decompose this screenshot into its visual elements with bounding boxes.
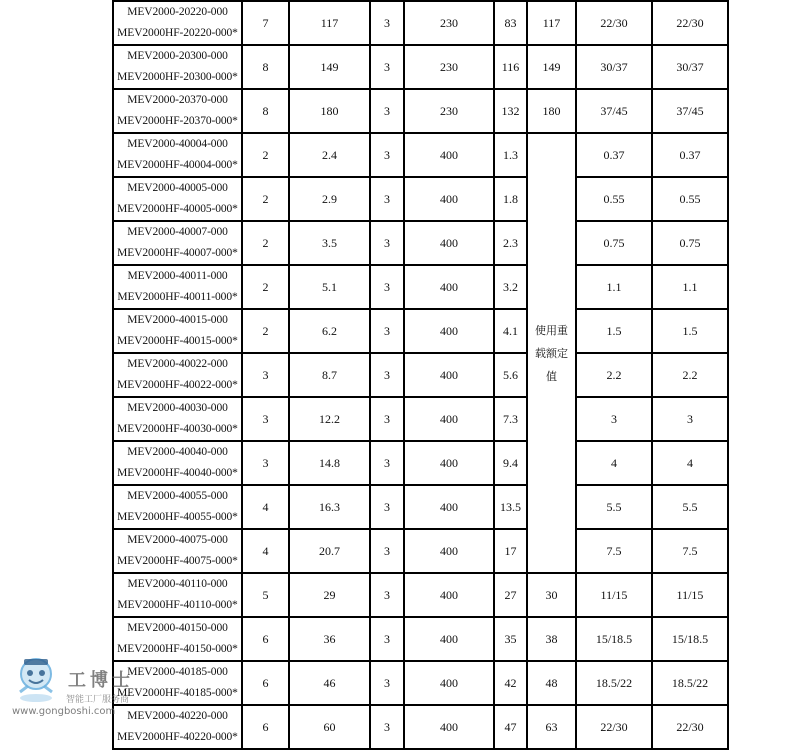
value-cell-c8: 37/45 xyxy=(652,89,728,133)
value-cell-c5: 47 xyxy=(494,705,527,749)
value-cell-c7: 5.5 xyxy=(576,485,652,529)
value-cell-c3: 3 xyxy=(370,1,404,45)
model-number: MEV2000-40220-000 xyxy=(127,710,228,722)
watermark-tagline: 智能工厂服务商 xyxy=(66,695,130,705)
value-cell-c2: 117 xyxy=(289,1,370,45)
value-cell-c1: 4 xyxy=(242,485,289,529)
model-number-hf: MEV2000HF-40022-000* xyxy=(117,379,238,391)
value-cell-c5: 35 xyxy=(494,617,527,661)
value-cell-c5: 7.3 xyxy=(494,397,527,441)
model-number: MEV2000-40022-000 xyxy=(127,358,228,370)
value-cell-c3: 3 xyxy=(370,177,404,221)
value-cell-c7: 15/18.5 xyxy=(576,617,652,661)
model-number: MEV2000-20220-000 xyxy=(127,6,228,18)
value-cell-c3: 3 xyxy=(370,397,404,441)
value-cell-c1: 6 xyxy=(242,661,289,705)
model-number: MEV2000-40040-000 xyxy=(127,446,228,458)
value-cell-c7: 22/30 xyxy=(576,1,652,45)
value-cell-c1: 2 xyxy=(242,309,289,353)
model-number-hf: MEV2000HF-20220-000* xyxy=(117,27,238,39)
value-cell-c8: 15/18.5 xyxy=(652,617,728,661)
value-cell-c1: 6 xyxy=(242,705,289,749)
model-number-hf: MEV2000HF-40030-000* xyxy=(117,423,238,435)
table-row xyxy=(113,573,728,617)
value-cell-c1: 5 xyxy=(242,573,289,617)
value-cell-c7: 30/37 xyxy=(576,45,652,89)
model-cell xyxy=(113,221,242,265)
value-cell-c1: 3 xyxy=(242,353,289,397)
value-cell-c4: 400 xyxy=(404,529,494,573)
value-cell-c3: 3 xyxy=(370,661,404,705)
value-cell-c1: 8 xyxy=(242,89,289,133)
model-number-hf: MEV2000HF-40075-000* xyxy=(117,555,238,567)
watermark-brand: 工博士 xyxy=(68,670,134,691)
value-cell-c3: 3 xyxy=(370,265,404,309)
value-cell-c3: 3 xyxy=(370,617,404,661)
model-cell xyxy=(113,573,242,617)
value-cell-c5: 17 xyxy=(494,529,527,573)
value-cell-c2: 6.2 xyxy=(289,309,370,353)
value-cell-c3: 3 xyxy=(370,45,404,89)
value-cell-c8: 7.5 xyxy=(652,529,728,573)
value-cell-c5: 13.5 xyxy=(494,485,527,529)
value-cell-c1: 3 xyxy=(242,397,289,441)
model-number-hf: MEV2000HF-40220-000* xyxy=(117,731,238,743)
value-cell-c4: 400 xyxy=(404,133,494,177)
model-number: MEV2000-40185-000 xyxy=(127,666,228,678)
value-cell-c2: 5.1 xyxy=(289,265,370,309)
table-row xyxy=(113,353,728,397)
value-cell-c5: 3.2 xyxy=(494,265,527,309)
value-cell-c5: 27 xyxy=(494,573,527,617)
value-cell-c1: 2 xyxy=(242,265,289,309)
model-number-hf: MEV2000HF-40011-000* xyxy=(117,291,238,303)
watermark xyxy=(6,648,146,728)
model-number: MEV2000-20370-000 xyxy=(127,94,228,106)
value-cell-c3: 3 xyxy=(370,221,404,265)
value-cell-c1: 7 xyxy=(242,1,289,45)
value-cell-c2: 2.9 xyxy=(289,177,370,221)
model-number-hf: MEV2000HF-40110-000* xyxy=(117,599,238,611)
value-cell-c7: 0.37 xyxy=(576,133,652,177)
value-cell-c1: 4 xyxy=(242,529,289,573)
table-row xyxy=(113,309,728,353)
value-cell-c3: 3 xyxy=(370,485,404,529)
value-cell-c4: 400 xyxy=(404,617,494,661)
table-row xyxy=(113,1,728,45)
value-cell-c8: 30/37 xyxy=(652,45,728,89)
value-cell-c2: 12.2 xyxy=(289,397,370,441)
value-cell-c1: 8 xyxy=(242,45,289,89)
value-cell-c8: 0.37 xyxy=(652,133,728,177)
model-number: MEV2000-40030-000 xyxy=(127,402,228,414)
value-cell-c4: 400 xyxy=(404,353,494,397)
value-cell-c5: 132 xyxy=(494,89,527,133)
value-cell-c4: 400 xyxy=(404,309,494,353)
value-cell-c6: 149 xyxy=(527,45,576,89)
model-number: MEV2000-40007-000 xyxy=(127,226,228,238)
value-cell-c4: 400 xyxy=(404,397,494,441)
table-row xyxy=(113,441,728,485)
model-number: MEV2000-40055-000 xyxy=(127,490,228,502)
model-number-hf: MEV2000HF-40005-000* xyxy=(117,203,238,215)
value-cell-c6: 180 xyxy=(527,89,576,133)
model-number: MEV2000-40110-000 xyxy=(127,578,228,590)
model-number: MEV2000-20300-000 xyxy=(127,50,228,62)
model-number: MEV2000-40005-000 xyxy=(127,182,228,194)
value-cell-c3: 3 xyxy=(370,133,404,177)
value-cell-c7: 22/30 xyxy=(576,705,652,749)
model-number: MEV2000-40150-000 xyxy=(127,622,228,634)
value-cell-c2: 20.7 xyxy=(289,529,370,573)
value-cell-c2: 180 xyxy=(289,89,370,133)
value-cell-c7: 0.75 xyxy=(576,221,652,265)
value-cell-c4: 400 xyxy=(404,177,494,221)
value-cell-c3: 3 xyxy=(370,89,404,133)
table-row xyxy=(113,705,728,749)
model-cell xyxy=(113,133,242,177)
value-cell-c4: 400 xyxy=(404,573,494,617)
table-row xyxy=(113,221,728,265)
model-number-hf: MEV2000HF-40015-000* xyxy=(117,335,238,347)
mascot-logo-icon xyxy=(10,652,62,704)
value-cell-c8: 3 xyxy=(652,397,728,441)
value-cell-c5: 1.8 xyxy=(494,177,527,221)
model-number: MEV2000-40011-000 xyxy=(127,270,228,282)
table-row xyxy=(113,133,728,177)
value-cell-c4: 230 xyxy=(404,89,494,133)
value-cell-c7: 37/45 xyxy=(576,89,652,133)
value-cell-c2: 2.4 xyxy=(289,133,370,177)
table-row xyxy=(113,45,728,89)
value-cell-c4: 230 xyxy=(404,1,494,45)
value-cell-c8: 22/30 xyxy=(652,1,728,45)
value-cell-c1: 3 xyxy=(242,441,289,485)
table-row xyxy=(113,485,728,529)
model-number-hf: MEV2000HF-40040-000* xyxy=(117,467,238,479)
value-cell-c1: 6 xyxy=(242,617,289,661)
value-cell-c6: 38 xyxy=(527,617,576,661)
value-cell-c7: 4 xyxy=(576,441,652,485)
value-cell-c8: 0.75 xyxy=(652,221,728,265)
model-cell xyxy=(113,265,242,309)
value-cell-c5: 83 xyxy=(494,1,527,45)
table-row xyxy=(113,397,728,441)
value-cell-c2: 29 xyxy=(289,573,370,617)
table-row xyxy=(113,177,728,221)
merged-rated-value-note xyxy=(527,133,576,573)
value-cell-c8: 4 xyxy=(652,441,728,485)
model-cell xyxy=(113,89,242,133)
value-cell-c7: 0.55 xyxy=(576,177,652,221)
value-cell-c7: 18.5/22 xyxy=(576,661,652,705)
value-cell-c7: 2.2 xyxy=(576,353,652,397)
spec-table xyxy=(112,0,729,750)
model-number-hf: MEV2000HF-20300-000* xyxy=(117,71,238,83)
model-number: MEV2000-40015-000 xyxy=(127,314,228,326)
value-cell-c7: 11/15 xyxy=(576,573,652,617)
value-cell-c8: 5.5 xyxy=(652,485,728,529)
value-cell-c4: 400 xyxy=(404,221,494,265)
value-cell-c2: 8.7 xyxy=(289,353,370,397)
model-cell xyxy=(113,45,242,89)
value-cell-c5: 4.1 xyxy=(494,309,527,353)
value-cell-c5: 116 xyxy=(494,45,527,89)
model-cell xyxy=(113,177,242,221)
value-cell-c6: 48 xyxy=(527,661,576,705)
model-cell xyxy=(113,529,242,573)
value-cell-c5: 9.4 xyxy=(494,441,527,485)
value-cell-c1: 2 xyxy=(242,133,289,177)
value-cell-c3: 3 xyxy=(370,441,404,485)
value-cell-c5: 5.6 xyxy=(494,353,527,397)
value-cell-c8: 2.2 xyxy=(652,353,728,397)
value-cell-c4: 230 xyxy=(404,45,494,89)
table-row xyxy=(113,617,728,661)
value-cell-c2: 46 xyxy=(289,661,370,705)
table-row xyxy=(113,265,728,309)
value-cell-c6: 30 xyxy=(527,573,576,617)
value-cell-c2: 60 xyxy=(289,705,370,749)
value-cell-c6: 117 xyxy=(527,1,576,45)
value-cell-c3: 3 xyxy=(370,705,404,749)
table-row xyxy=(113,529,728,573)
value-cell-c4: 400 xyxy=(404,705,494,749)
value-cell-c1: 2 xyxy=(242,221,289,265)
value-cell-c5: 1.3 xyxy=(494,133,527,177)
model-cell xyxy=(113,309,242,353)
model-number-hf: MEV2000HF-40150-000* xyxy=(117,643,238,655)
note-line: 使用重 xyxy=(535,323,568,337)
model-cell xyxy=(113,353,242,397)
value-cell-c8: 1.5 xyxy=(652,309,728,353)
value-cell-c2: 16.3 xyxy=(289,485,370,529)
value-cell-c4: 400 xyxy=(404,485,494,529)
value-cell-c7: 1.5 xyxy=(576,309,652,353)
model-number-hf: MEV2000HF-20370-000* xyxy=(117,115,238,127)
value-cell-c6: 63 xyxy=(527,705,576,749)
value-cell-c2: 149 xyxy=(289,45,370,89)
spec-table-body xyxy=(113,1,728,749)
value-cell-c7: 1.1 xyxy=(576,265,652,309)
table-row xyxy=(113,89,728,133)
value-cell-c7: 7.5 xyxy=(576,529,652,573)
value-cell-c4: 400 xyxy=(404,661,494,705)
note-line: 值 xyxy=(546,369,557,383)
value-cell-c8: 0.55 xyxy=(652,177,728,221)
model-number-hf: MEV2000HF-40185-000* xyxy=(117,687,238,699)
value-cell-c4: 400 xyxy=(404,441,494,485)
value-cell-c5: 2.3 xyxy=(494,221,527,265)
value-cell-c2: 36 xyxy=(289,617,370,661)
watermark-url: www.gongboshi.com xyxy=(12,706,116,717)
model-number: MEV2000-40075-000 xyxy=(127,534,228,546)
value-cell-c2: 14.8 xyxy=(289,441,370,485)
note-line: 载额定 xyxy=(535,346,568,360)
value-cell-c3: 3 xyxy=(370,573,404,617)
value-cell-c1: 2 xyxy=(242,177,289,221)
model-cell xyxy=(113,397,242,441)
model-number-hf: MEV2000HF-40007-000* xyxy=(117,247,238,259)
model-cell xyxy=(113,485,242,529)
value-cell-c8: 11/15 xyxy=(652,573,728,617)
value-cell-c7: 3 xyxy=(576,397,652,441)
value-cell-c8: 1.1 xyxy=(652,265,728,309)
model-cell xyxy=(113,441,242,485)
model-cell xyxy=(113,1,242,45)
value-cell-c4: 400 xyxy=(404,265,494,309)
value-cell-c3: 3 xyxy=(370,309,404,353)
model-number: MEV2000-40004-000 xyxy=(127,138,228,150)
value-cell-c8: 22/30 xyxy=(652,705,728,749)
table-row xyxy=(113,661,728,705)
model-number-hf: MEV2000HF-40004-000* xyxy=(117,159,238,171)
value-cell-c3: 3 xyxy=(370,529,404,573)
value-cell-c2: 3.5 xyxy=(289,221,370,265)
value-cell-c8: 18.5/22 xyxy=(652,661,728,705)
model-number-hf: MEV2000HF-40055-000* xyxy=(117,511,238,523)
value-cell-c3: 3 xyxy=(370,353,404,397)
value-cell-c5: 42 xyxy=(494,661,527,705)
